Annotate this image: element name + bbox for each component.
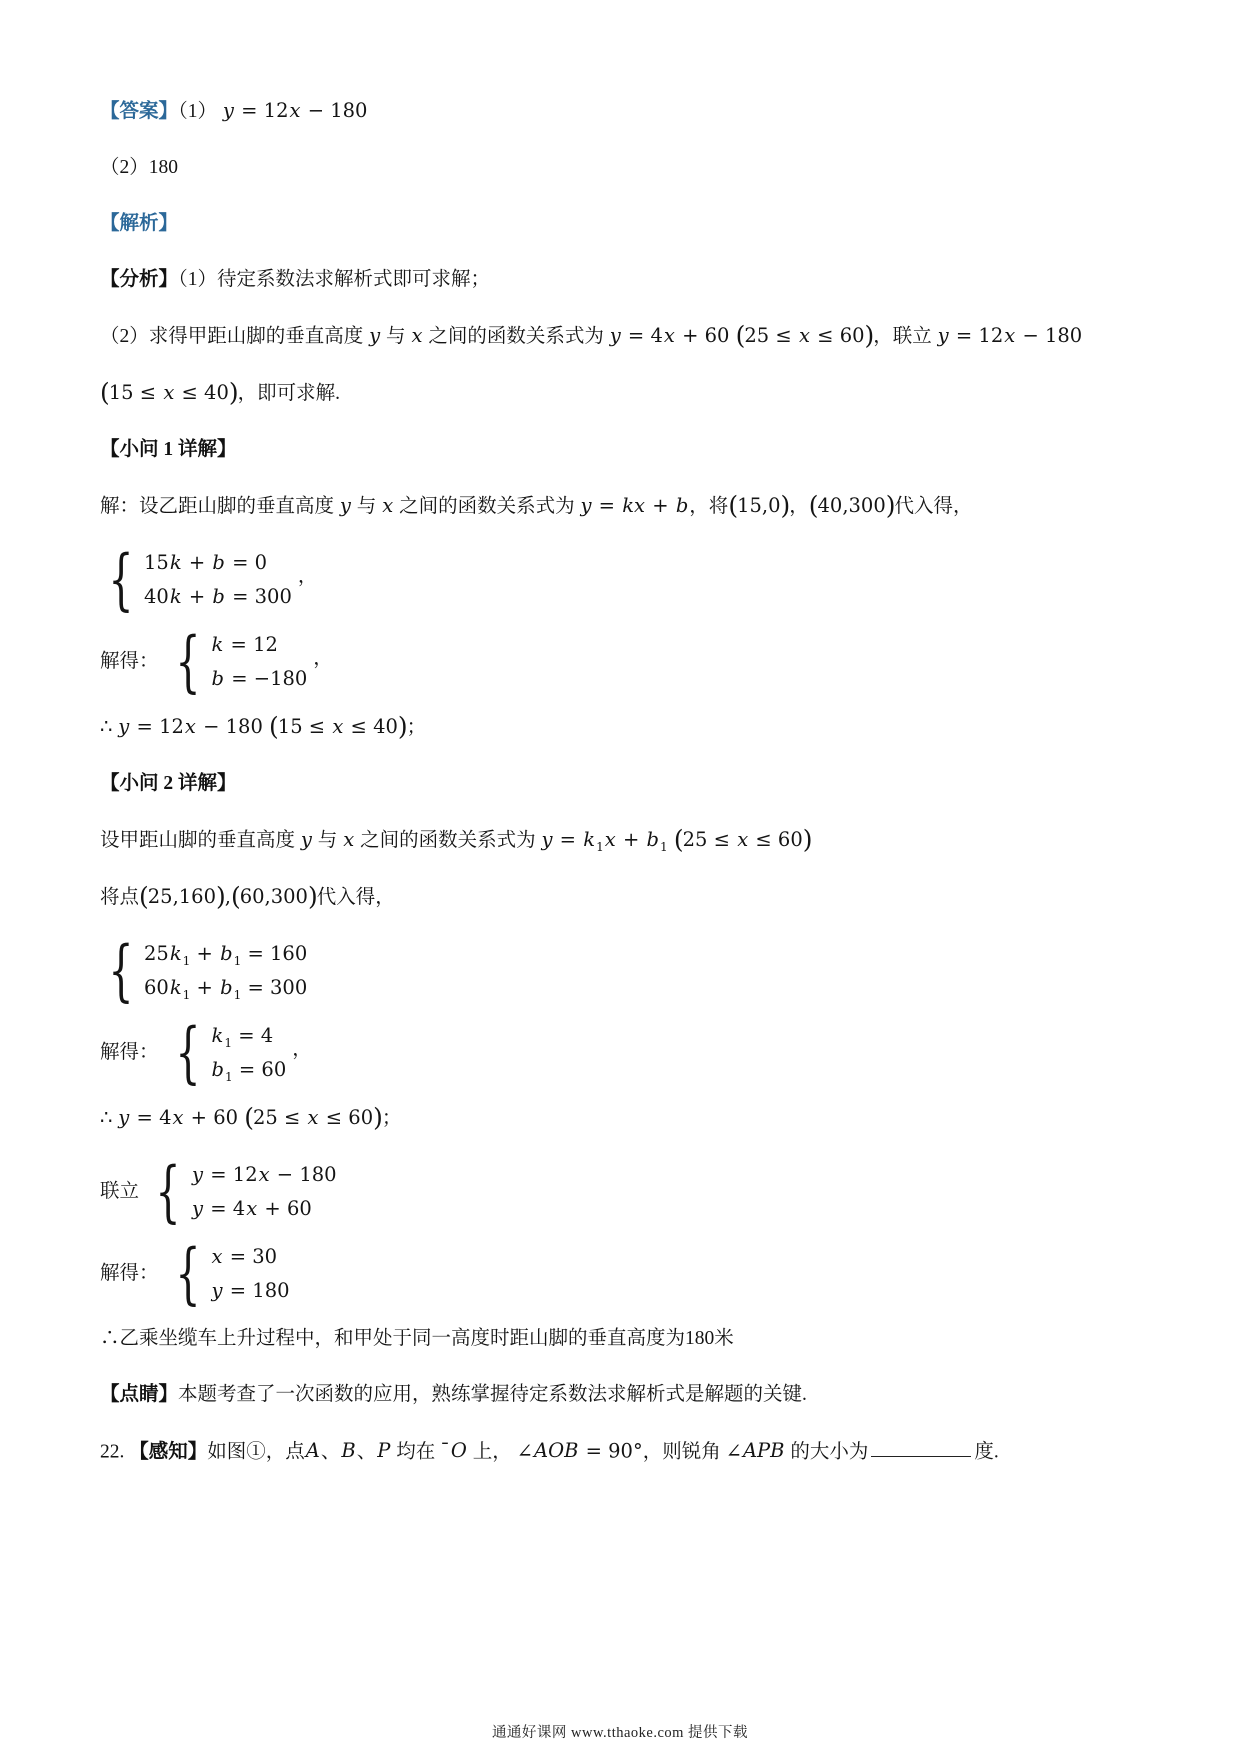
text-run: ∴: [100, 1108, 118, 1129]
math-run: P: [377, 1439, 391, 1463]
math-run: (25,160),(60,300): [139, 882, 317, 912]
text-run: 代入得，: [894, 496, 973, 517]
brace-symbol: {: [155, 1153, 181, 1230]
text-run: ；: [406, 717, 427, 738]
text-run: ；: [381, 1108, 402, 1129]
math-run: B: [341, 1439, 356, 1463]
math-run: ∠APB: [725, 1439, 785, 1463]
math-run: y = 4x + 60 (25 ≤ x ≤ 60): [118, 1103, 382, 1133]
answer-blank: [871, 1436, 971, 1457]
equation-system: [100, 1153, 1148, 1230]
equation-line: 40k + b = 300: [144, 585, 292, 608]
text-run: （2）求得甲距山脚的垂直高度: [100, 326, 369, 347]
text-run: ，则锐角: [642, 1441, 726, 1463]
math-run: y = 12x − 180: [222, 99, 368, 122]
text-run: 之间的函数关系式为: [394, 496, 580, 517]
brace-symbol: {: [108, 541, 134, 618]
section-label: 【感知】: [129, 1441, 208, 1463]
brace-symbol: {: [174, 1014, 201, 1091]
equation-line: $60k_1 + b_1 = 300$: [144, 976, 308, 1002]
text-run: 解：设乙距山脚的垂直高度: [100, 496, 339, 517]
equation-line: y = 4x + 60: [192, 1197, 312, 1220]
system-prefix: 解得：: [100, 1042, 159, 1063]
system-tail: ，: [297, 566, 318, 587]
paragraph: [100, 1436, 1148, 1467]
system-tail: ，: [292, 1039, 312, 1060]
equation-system: [100, 623, 1148, 700]
equation-line: 15k + b = 0: [144, 551, 268, 574]
text-run: ∴: [100, 717, 118, 738]
math-run: (40,300): [808, 491, 895, 521]
text-run: 之间的函数关系式为: [423, 326, 609, 347]
paragraph: [100, 1380, 1148, 1410]
math-run: x: [343, 828, 355, 851]
section-label: 【点睛】: [100, 1384, 179, 1405]
equation-system: [100, 1235, 1148, 1312]
brace-symbol: {: [174, 1235, 201, 1312]
paragraph: [100, 96, 1148, 127]
paragraph: [100, 712, 1148, 743]
paragraph: [100, 153, 1148, 183]
document-body: [100, 96, 1148, 1467]
text-run: ，联立: [873, 326, 937, 347]
equation-line: x = 30: [211, 1245, 278, 1268]
equation-list: [211, 1242, 290, 1306]
paragraph: [100, 209, 1148, 239]
text-run: 22.: [100, 1441, 130, 1463]
text-run: （2）180: [100, 157, 179, 178]
text-run: ，将: [689, 496, 729, 517]
equation-list: [211, 630, 308, 694]
text-run: 均在: [391, 1441, 441, 1463]
text-run: ∴乙乘坐缆车上升过程中，和甲处于同一高度时距山脚的垂直高度为180米: [100, 1328, 734, 1349]
text-run: 之间的函数关系式为: [355, 830, 541, 851]
text-run: ，即可求解.: [237, 383, 341, 404]
math-run: ¯O: [440, 1439, 467, 1463]
section-label: 【小问 2 详解】: [100, 773, 237, 794]
math-run: y = 12x − 180 (15 ≤ x ≤ 40): [118, 712, 407, 742]
math-run: (15 ≤ x ≤ 40): [100, 378, 238, 408]
equation-line: y = 180: [211, 1279, 290, 1302]
text-run: ，: [789, 496, 809, 517]
text-run: 设甲距山脚的垂直高度: [100, 830, 300, 851]
math-run: A: [305, 1439, 320, 1463]
text-run: 、: [356, 1441, 377, 1463]
section-label: 【解析】: [100, 213, 179, 234]
math-run: y: [339, 494, 351, 517]
brace-symbol: {: [174, 623, 201, 700]
paragraph: [100, 825, 1148, 856]
text-run: 本题考查了一次函数的应用，熟练掌握待定系数法求解析式是解题的关键.: [178, 1384, 807, 1405]
paragraph: [100, 769, 1148, 799]
text-run: 与: [351, 496, 382, 517]
equation-system: [100, 541, 1148, 618]
system-prefix: 联立: [100, 1181, 140, 1202]
equation-line: $k_1 = 4$: [211, 1024, 274, 1050]
equation-system: [100, 932, 1148, 1009]
equation-list: [144, 939, 307, 1003]
text-run: 的大小为: [785, 1441, 869, 1463]
system-prefix: 解得：: [100, 651, 159, 672]
text-run: 将点: [100, 887, 140, 908]
text-run: 上，: [467, 1441, 517, 1463]
text-run: （1）: [178, 101, 222, 122]
math-run: y: [300, 828, 312, 851]
section-label: 【小问 1 详解】: [100, 439, 237, 460]
math-run: y = 4x + 60 (25 ≤ x ≤ 60): [609, 321, 874, 351]
text-run: 与: [381, 326, 411, 347]
paragraph: [100, 882, 1148, 913]
brace-symbol: {: [108, 932, 134, 1009]
text-run: 代入得，: [316, 887, 395, 908]
page-footer: 通通好课网 www.tthaoke.com 提供下载: [491, 1725, 749, 1741]
math-run: $y = k_1x + b_1$ (25 ≤ x ≤ 60): [541, 825, 812, 855]
system-tail: ，: [313, 648, 333, 669]
text-run: 如图①，点: [207, 1441, 305, 1463]
math-run: y = kx + b: [580, 494, 689, 517]
text-run: （1）待定系数法求解析式即可求解；: [178, 269, 491, 290]
paragraph: [100, 435, 1148, 465]
equation-list: [144, 548, 292, 612]
equation-line: $b_1 = 60$: [211, 1058, 287, 1084]
section-label: 【分析】: [100, 269, 179, 290]
equation-system: [100, 1014, 1148, 1091]
math-run: ∠AOB = 90°: [516, 1439, 643, 1463]
paragraph: [100, 321, 1148, 352]
paragraph: [100, 1324, 1148, 1354]
equation-line: y = 12x − 180: [192, 1163, 337, 1186]
paragraph: [100, 265, 1148, 295]
math-run: x: [411, 324, 423, 347]
equation-list: [211, 1021, 287, 1085]
equation-line: k = 12: [211, 633, 278, 656]
paragraph: [100, 1103, 1148, 1134]
section-label: 【答案】: [100, 101, 179, 122]
math-run: y: [369, 324, 381, 347]
equation-line: $25k_1 + b_1 = 160$: [144, 942, 308, 968]
paragraph: [100, 378, 1148, 409]
math-run: y = 12x − 180: [937, 324, 1083, 347]
equation-list: [191, 1160, 337, 1224]
system-prefix: 解得：: [100, 1263, 159, 1284]
math-run: x: [382, 494, 394, 517]
text-run: 、: [320, 1441, 341, 1463]
math-run: (15,0): [728, 491, 790, 521]
equation-line: b = −180: [211, 667, 308, 690]
paragraph: [100, 491, 1148, 522]
text-run: 与: [312, 830, 343, 851]
text-run: 度.: [974, 1441, 999, 1463]
